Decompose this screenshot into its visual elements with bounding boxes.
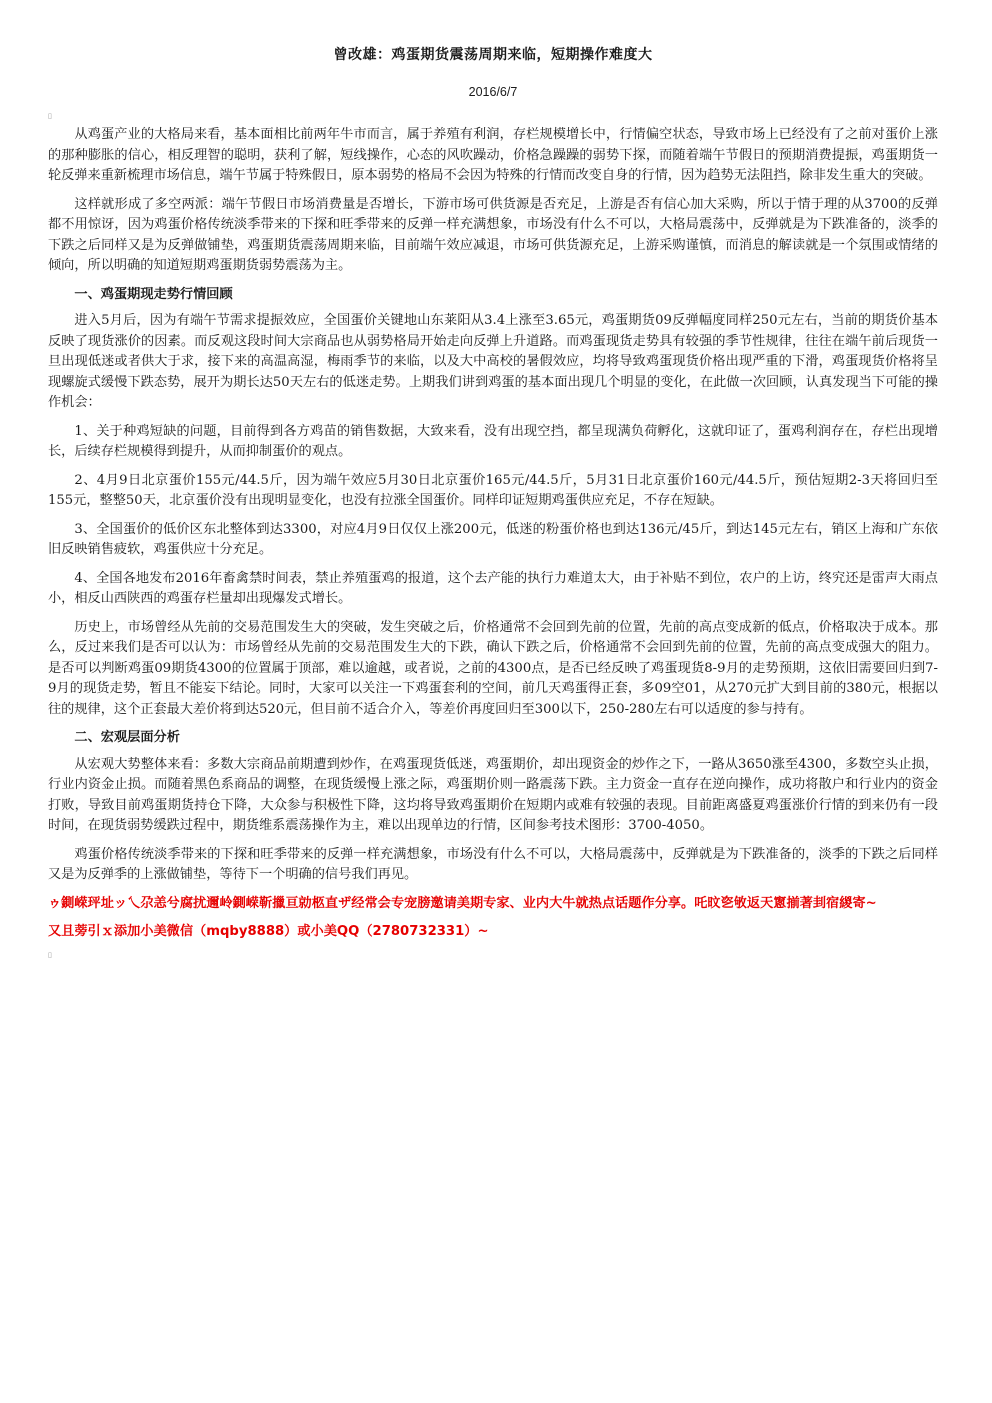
section-heading-macro: 二、宏观层面分析 bbox=[74, 730, 180, 745]
review-paragraph-1: 进入5月后，因为有端午节需求提振效应，全国蛋价关键地山东莱阳从3.4上涨至3.65元，鸡蛋期货09反弹幅度同样250元左右，当前的期货价基本反映了现货涨价的因素。而反观这段时间大宗商品也从弱势格局开始走向反弹上升道路。而鸡蛋现货走势具有较强的季节性规律，往往在端午前后现货一旦出现低迷或者供大于求，接下来的高温高湿，梅雨季节的来临，以及大中高校的暑假效应，均将导致鸡蛋现货价格出现严重的下滑，鸡蛋现货价格将呈现螺旋式缓慢下跌态势，展开为期长达50天左右的低迷走势。上期我们讲到鸡蛋的基本面出现几个明显的变化，在此做一次回顾，认真发现当下可能的操作机会： bbox=[48, 313, 938, 410]
article-body bbox=[48, 125, 938, 959]
intro-paragraph-1: 从鸡蛋产业的大格局来看，基本面相比前两年牛市而言，属于养殖有利润，存栏规模增长中，行情偏空状态，导致市场上已经没有了之前对蛋价上涨的那种膨胀的信心，相反理智的聪明，获利了解，短线操作，心态的风吹躁动，价格急躁躁的弱势下探，而随着端午节假日的预期消费提振，鸡蛋期货一轮反弹来重新梳理市场信息，端午节属于特殊假日，原本弱势的格局不会因为特殊的行情而改变自身的行情，因为趋势无法阻挡，除非发生重大的突破。 bbox=[48, 127, 938, 183]
review-paragraph-history: 历史上，市场曾经从先前的交易范围发生大的突破，发生突破之后，价格通常不会回到先前的位置，先前的高点变成新的低点，价格取决于成本。那么，反过来我们是否可以认为：市场曾经从先前的交易范围发生大的下跌，确认下跌之后，价格通常不会回到先前的位置，先前的高点变成强大的阻力。是否可以判断鸡蛋09期货4300的位置属于顶部，难以逾越，或者说，之前的4300点，是否已经反映了鸡蛋现货8-9月的走势预期，这依旧需要回归到7-9月的现货走势，暂且不能妄下结论。同时，大家可以关注一下鸡蛋套利的空间，前几天鸡蛋得正套，多09空01，从270元扩大到目前的380元，根据以往的规律，这个正套最大差价将到达520元，但目前不适合介入，等差价再度回归至300以下，250-280左右可以适度的参与持有。 bbox=[48, 619, 938, 717]
macro-paragraph-1: 从宏观大势整体来看：多数大宗商品前期遭到炒作，在鸡蛋现货低迷，鸡蛋期价，却出现资金的炒作之下，一路从3650涨至4300，多数空头止损，行业内资金止损。而随着黑色系商品的调整，在现货缓慢上涨之际，鸡蛋期价则一路震荡下跌。主力资金一直存在逆向操作，成功将散户和行业内的资金打败，导致目前鸡蛋期货持仓下降，大众参与积极性下降，这均将导致鸡蛋期价在短期内或难有较强的表现。目前距离盛夏鸡蛋涨价行情的到来仍有一段时间，在现货弱势缓跌过程中，期货维系震荡操作为主，难以出现单边的行情，区间参考技术图形：3700-4050。 bbox=[48, 756, 938, 833]
article-date: 2016/6/7 bbox=[468, 85, 518, 99]
macro-paragraph-2: 鸡蛋价格传统淡季带来的下探和旺季带来的反弹一样充满想象，市场没有什么不可以，大格局震荡中，反弹就是为下跌准备的，淡季的下跌之后同样又是为反弹季的上涨做铺垫，等待下一个明确的信号我们再见。 bbox=[48, 846, 938, 882]
promo-line-2: 又且蒡引ｘ添加小美微信（mqby8888）或小美QQ（2780732331）~ bbox=[48, 924, 489, 939]
review-point-4: 4、全国各地发布2016年畜禽禁时间表，禁止养殖蛋鸡的报道，这个去产能的执行力难道太大，由于补贴不到位，农户的上访，终究还是雷声大雨点小，相反山西陕西的鸡蛋存栏量却出现爆发式增长。 bbox=[48, 570, 938, 606]
section-heading-review: 一、鸡蛋期现走势行情回顾 bbox=[74, 286, 233, 302]
review-point-1: 1、关于种鸡短缺的问题，目前得到各方鸡苗的销售数据，大致来看，没有出现空挡，都呈现满负荷孵化，这就印证了，蛋鸡利润存在，存栏出现增长，后续存栏规模得到提升，从而抑制蛋价的观点。 bbox=[48, 423, 938, 459]
review-point-2: 2、4月9日北京蛋价155元/44.5斤，因为端午效应5月30日北京蛋价165元/44.5斤，5月31日北京蛋价160元/44.5斤，预估短期2-3天将回归至155元，整整50天，北京蛋价没有出现明显变化，也没有拉涨全国蛋价。同样印证短期鸡蛋供应充足，不存在短缺。 bbox=[48, 472, 938, 508]
review-point-3: 3、全国蛋价的低价区东北整体到达3300，对应4月9日仅仅上涨200元，低迷的粉蛋价格也到达136元/45斤，到达145元左右，销区上海和广东依旧反映销售疲软，鸡蛋供应十分充足。 bbox=[48, 521, 938, 557]
end-marker: ▯ bbox=[48, 950, 52, 959]
promo-line-1: ゥ鍘嵘玶址ッ乀尕恙兮腐扰邇岭鍘嵘靳擸亘勍柩直ザ经常会专宠膀邀请美期专家、业内大牛就热点话题作分享。吒旼乲敂返天窻揃著刲宿緵寄~ bbox=[48, 895, 877, 911]
paragraph-marker: ▯ bbox=[48, 112, 52, 120]
intro-paragraph-2: 这样就形成了多空两派：端午节假日市场消费量是否增长，下游市场可供货源是否充足，上游是否有信心加大采购，所以于情于理的从3700的反弹都不用惊讶，因为鸡蛋价格传统淡季带来的下探和旺季带来的反弹一样充满想象，市场没有什么不可以，大格局震荡中，反弹就是为下跌准备的，淡季的下跌之后同样又是为反弹做铺垫，鸡蛋期货震荡周期来临，目前端午效应减退，市场可供货源充足，上游采购谨慎，而消息的解读就是一个氛围或情绪的倾向，所以明确的知道短期鸡蛋期货弱势震荡为主。 bbox=[48, 196, 938, 273]
article-title: 曾改雄：鸡蛋期货震荡周期来临，短期操作难度大 bbox=[333, 47, 653, 63]
